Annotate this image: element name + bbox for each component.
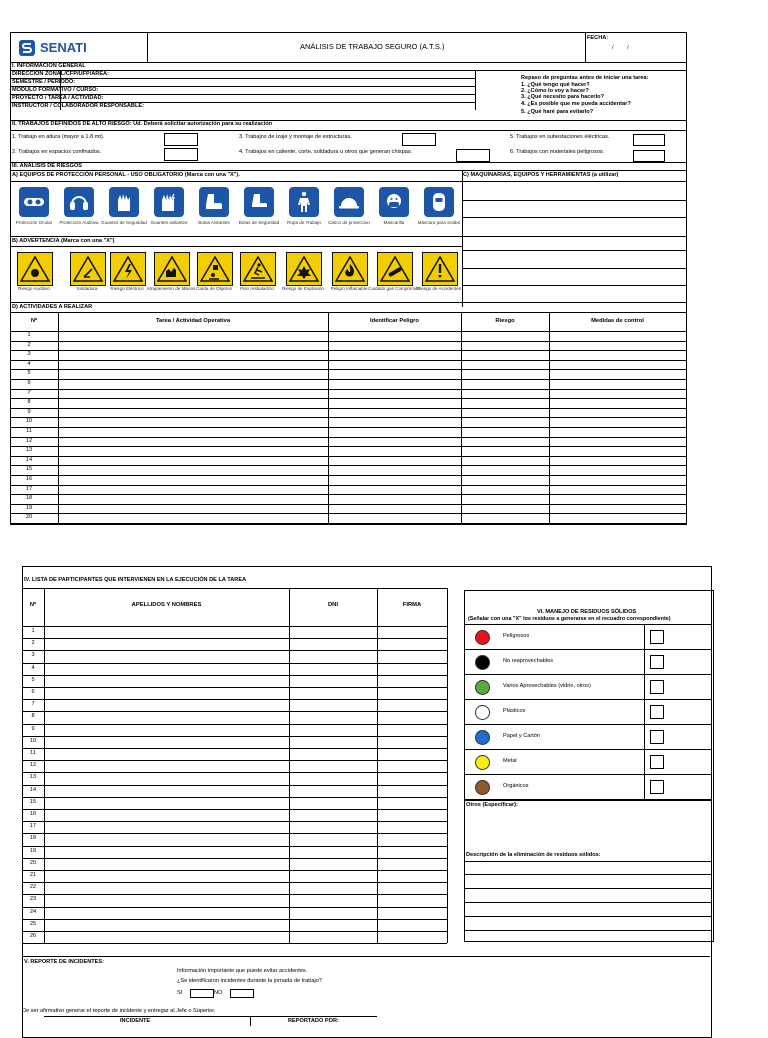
- table-row[interactable]: [22, 858, 447, 859]
- warning-tile-inflamable[interactable]: [329, 252, 369, 296]
- participant-row-number: 11: [30, 750, 36, 756]
- review-item-4: 4. ¿Es posible que me pueda accidentar?: [521, 101, 631, 107]
- warning-label: Caída de Objetos: [196, 286, 232, 291]
- machines-title: C) MAQUINARIAS, EQUIPOS Y HERRAMIENTAS (a utilizar): [463, 172, 619, 178]
- p-col-num: Nº: [29, 602, 37, 608]
- high-risk-item-3: 3. Trabajos de izaje y montaje de estructuras.: [239, 134, 352, 140]
- activity-row-number: 15: [25, 466, 33, 473]
- activity-row-number: 12: [25, 437, 33, 444]
- col-riesgo: Riesgo: [495, 318, 515, 324]
- table-row[interactable]: [22, 650, 447, 651]
- table-row[interactable]: [10, 446, 686, 447]
- activity-row-number: 17: [25, 485, 33, 492]
- warning-title: B) ADVERTENCIA (Marca con una "X"): [12, 238, 115, 244]
- activity-row-number: 14: [25, 456, 33, 463]
- waste-checkbox[interactable]: [650, 680, 664, 694]
- waste-color-dot: [475, 630, 490, 645]
- waste-color-dot: [475, 730, 490, 745]
- participant-row-number: 16: [29, 811, 37, 817]
- table-row[interactable]: [10, 494, 686, 495]
- activity-row-number: 9: [27, 408, 31, 415]
- activity-row-number: 6: [27, 380, 31, 386]
- epp-tile-guantes[interactable]: [101, 186, 147, 230]
- activity-row-number: 5: [27, 370, 31, 377]
- hand-trap-warning-icon: [155, 253, 189, 285]
- waste-label: Metal: [503, 758, 517, 764]
- flammable-warning-icon: [333, 253, 367, 285]
- warning-label: Cuidado gas Comprimido: [368, 286, 420, 291]
- participant-row-number: 15: [29, 798, 37, 805]
- epp-tile-mascara-soldar[interactable]: [419, 186, 459, 230]
- senati-logo-text: SENATI: [40, 40, 87, 55]
- table-row[interactable]: [22, 821, 447, 822]
- waste-checkbox[interactable]: [650, 780, 664, 794]
- review-item-3: 3. ¿Qué necesito para hacerlo?: [521, 94, 605, 100]
- epp-label: Guantes de Seguridad: [101, 220, 147, 225]
- p-col-firma: FIRMA: [402, 602, 422, 608]
- high-risk-item-4: 4. Trabajos en caliente, corte, soldadura u otros que generan chispas.: [239, 149, 413, 155]
- table-row[interactable]: [10, 504, 686, 505]
- table-row[interactable]: [22, 907, 447, 908]
- warning-label: Riesgo de Accidentes: [416, 286, 462, 291]
- activity-row-number: 1: [27, 332, 31, 338]
- participant-row-number: 26: [29, 933, 37, 939]
- welding-mask-icon: [427, 190, 451, 214]
- epp-label: Guantes aislantes: [150, 220, 188, 225]
- mask-icon: [382, 190, 406, 214]
- incident-info-line-1: Información importante que puede evitar accidentes.: [177, 968, 308, 974]
- table-row[interactable]: [22, 711, 447, 712]
- warning-tile-explosion[interactable]: [283, 252, 323, 296]
- activity-row-number: 7: [27, 389, 31, 396]
- table-row[interactable]: [10, 465, 686, 466]
- warning-label: Riesgo Eléctrico: [110, 286, 144, 291]
- table-row[interactable]: [22, 736, 447, 737]
- welding-warning-icon: [71, 253, 105, 285]
- table-row[interactable]: [10, 379, 686, 380]
- waste-description-label: Descripción de la eliminación de residuos sólidos:: [466, 852, 601, 858]
- table-row[interactable]: [22, 760, 447, 761]
- high-risk-checkbox-3[interactable]: [402, 133, 436, 146]
- field-proyecto[interactable]: PROYECTO / TAREA / ACTIVIDAD:: [12, 95, 104, 101]
- activity-row-number: 13: [25, 447, 33, 454]
- helmet-icon: [337, 190, 361, 214]
- section-2-title: II. TRABAJOS DEFINIDOS DE ALTO RIESGO: Ud. Deberá solicitar autorización para su realización: [12, 121, 273, 127]
- participant-row-number: 20: [29, 859, 37, 866]
- table-row[interactable]: [10, 513, 686, 514]
- goggles-icon: [22, 190, 46, 214]
- warning-tile-electrico[interactable]: [107, 252, 147, 296]
- warning-label: Soldadura: [76, 286, 98, 291]
- epp-tile-ropa[interactable]: [284, 186, 324, 230]
- participant-row-number: 3: [31, 652, 35, 659]
- high-risk-item-6: 6. Trabajos con materiales peligrosos.: [510, 149, 605, 155]
- high-risk-checkbox-1[interactable]: [164, 133, 198, 146]
- table-row[interactable]: [10, 408, 686, 409]
- epp-label: Botas Aislantes: [198, 220, 230, 225]
- slippery-floor-icon: [241, 253, 275, 285]
- section-3-title: III. ANÁLISIS DE RIESGOS: [12, 163, 83, 169]
- review-item-5: 5. ¿Qué haré para evitarlo?: [521, 109, 594, 115]
- work-clothes-icon: [292, 190, 316, 214]
- waste-label: Varios Aprovechables (vidrio, otros): [503, 683, 591, 689]
- section-6-title: VI. MANEJO DE RESIDUOS SÓLIDOS: [537, 609, 637, 615]
- incident-col-incidente: INCIDENTE: [120, 1018, 151, 1024]
- participant-row-number: 12: [29, 762, 37, 769]
- warning-label: Atrapamiento de Manos: [146, 286, 196, 291]
- electric-warning-icon: [111, 253, 145, 285]
- safety-boots-icon: [247, 190, 271, 214]
- table-row[interactable]: [10, 485, 686, 486]
- warning-label: Riesgo de Explosión: [282, 286, 324, 291]
- epp-tile-casco[interactable]: [329, 186, 369, 230]
- epp-label: Ropa de Trabajo: [287, 220, 321, 225]
- falling-objects-icon: [198, 253, 232, 285]
- table-row[interactable]: [10, 475, 686, 476]
- table-row[interactable]: [10, 360, 686, 361]
- participant-row-number: 22: [29, 884, 37, 891]
- incident-info-line-2: ¿Se identificaron incidentes durante la jornada de trabajo?: [177, 978, 322, 984]
- waste-checkbox[interactable]: [650, 705, 664, 719]
- insulating-boots-icon: [202, 190, 226, 214]
- epp-tile-mascarilla[interactable]: [374, 186, 414, 230]
- table-row[interactable]: [22, 797, 447, 798]
- warning-tile-piso[interactable]: [237, 252, 277, 296]
- review-title: Repaso de preguntas antes de iniciar una tarea:: [521, 75, 649, 81]
- table-row[interactable]: [22, 663, 447, 664]
- participant-row-number: 7: [31, 701, 35, 708]
- field-semestre[interactable]: SEMESTRE / PERIODO:: [12, 79, 76, 85]
- waste-color-dot: [475, 680, 490, 695]
- participant-row-number: 19: [29, 847, 37, 854]
- participant-row-number: 17: [29, 823, 37, 830]
- participant-row-number: 25: [29, 920, 37, 927]
- table-row[interactable]: [22, 882, 447, 883]
- section-6-subtitle: (Señalar con una "X" los residuos a generarse en el recuadro correspondiente): [468, 616, 671, 622]
- table-row[interactable]: [22, 638, 447, 639]
- activity-row-number: 2: [27, 341, 31, 348]
- fecha-label: FECHA:: [587, 35, 609, 41]
- incident-footer-note: De ser afirmativo generar el reporte de incidente y entregar al Jefe o Superior.: [22, 1008, 216, 1014]
- table-row[interactable]: [22, 772, 447, 773]
- waste-checkbox[interactable]: [650, 730, 664, 744]
- activity-row-number: 19: [25, 504, 33, 511]
- waste-label: No reaprovechables: [503, 658, 554, 664]
- table-row[interactable]: [10, 427, 686, 428]
- warning-tile-accidentes[interactable]: [416, 252, 462, 296]
- table-row[interactable]: [10, 437, 686, 438]
- participant-row-number: 2: [31, 640, 35, 647]
- participant-row-number: 24: [29, 908, 37, 915]
- activity-row-number: 8: [27, 399, 31, 406]
- waste-label: Orgánicos: [503, 783, 529, 789]
- section-1-title: I. INFORMACIÓN GENERAL: [12, 63, 86, 69]
- epp-tile-botas-aislantes[interactable]: [194, 186, 234, 230]
- senati-logo-icon: [18, 39, 36, 57]
- high-risk-checkbox-6[interactable]: [633, 150, 665, 162]
- table-row[interactable]: [10, 341, 686, 342]
- waste-panel: [464, 590, 714, 942]
- epp-label: Mascarilla: [383, 220, 405, 225]
- table-row[interactable]: [10, 389, 686, 390]
- activity-row-number: 10: [25, 418, 33, 425]
- insulating-gloves-icon: [157, 190, 181, 214]
- compressed-gas-icon: [378, 253, 412, 285]
- participant-row-number: 21: [29, 872, 37, 878]
- form-title: ANÁLISIS DE TRABAJO SEGURO (A.T.S.): [300, 42, 445, 51]
- table-row[interactable]: [22, 699, 447, 700]
- table-row[interactable]: [22, 943, 447, 944]
- ear-protection-icon: [67, 190, 91, 214]
- review-item-1: 1. ¿Qué tengo qué hacer?: [521, 82, 590, 88]
- table-row[interactable]: [22, 931, 447, 932]
- section-5-title: V. REPORTE DE INCIDENTES:: [24, 959, 104, 965]
- gloves-icon: [112, 190, 136, 214]
- participant-row-number: 4: [31, 664, 35, 671]
- waste-other-label: Otros (Especificar):: [466, 802, 518, 808]
- participant-row-number: 1: [31, 628, 35, 634]
- activities-title: D) ACTIVIDADES A REALIZAR: [12, 304, 93, 310]
- field-instructor[interactable]: INSTRUCTOR / COLABORADOR RESPONSABLE:: [12, 103, 144, 109]
- activity-row-number: 20: [25, 514, 33, 521]
- epp-label: Casco de proteccion: [328, 220, 370, 225]
- activity-row-number: 3: [27, 351, 31, 358]
- table-row[interactable]: [22, 919, 447, 920]
- table-row[interactable]: [10, 456, 686, 457]
- incident-no-label: NO: [214, 990, 223, 996]
- warning-tile-caida[interactable]: [194, 252, 234, 296]
- table-row[interactable]: [22, 894, 447, 895]
- activity-row-number: 11: [26, 428, 32, 434]
- table-row[interactable]: [22, 687, 447, 688]
- activity-row-number: 18: [25, 495, 33, 502]
- participant-row-number: 6: [31, 689, 35, 695]
- epp-tile-botas-seguridad[interactable]: [239, 186, 279, 230]
- review-item-2: 2. ¿Cómo lo voy a hacer?: [521, 88, 589, 94]
- table-row[interactable]: [22, 724, 447, 725]
- field-modulo[interactable]: MÓDULO FORMATIVO / CURSO:: [12, 87, 99, 93]
- waste-label: Peligrosos: [503, 633, 530, 639]
- table-row[interactable]: [10, 369, 686, 370]
- fecha-value[interactable]: / /: [612, 45, 629, 51]
- waste-color-dot: [475, 705, 490, 720]
- participant-row-number: 13: [29, 774, 37, 781]
- participant-row-number: 9: [31, 725, 35, 732]
- col-peligro: Identificar Peligro: [370, 318, 419, 324]
- epp-tile-ocular[interactable]: [14, 186, 54, 230]
- table-row[interactable]: [10, 350, 686, 351]
- participant-row-number: 5: [31, 676, 35, 683]
- participant-row-number: 8: [31, 713, 35, 720]
- table-row[interactable]: [22, 833, 447, 834]
- incident-col-reportado: REPORTADO POR:: [288, 1018, 339, 1024]
- incident-yes-label: SI: [177, 990, 183, 996]
- table-row[interactable]: [22, 748, 447, 749]
- col-num: Nº: [30, 318, 38, 324]
- accident-warning-icon: [423, 253, 457, 285]
- waste-checkbox[interactable]: [650, 630, 664, 644]
- participant-row-number: 14: [29, 786, 37, 793]
- participant-row-number: 23: [29, 896, 37, 903]
- field-direccion-zonal[interactable]: DIRECCIÓN ZONAL/CFP/UFP/ÁREA:: [12, 71, 109, 77]
- waste-label: Plásticos: [503, 708, 526, 714]
- explosion-warning-icon: [287, 253, 321, 285]
- table-row[interactable]: [22, 675, 447, 676]
- epp-tile-auditiva[interactable]: [59, 186, 99, 230]
- participant-row-number: 18: [29, 835, 37, 842]
- high-risk-item-1: 1. Trabajo en altura (mayor a 1.8 mt).: [12, 134, 105, 140]
- epp-title: A) EQUIPOS DE PROTECCIÓN PERSONAL - USO OBLIGATORIO (Marca con una "X").: [12, 172, 240, 178]
- waste-color-dot: [475, 655, 490, 670]
- warning-tile-gas[interactable]: [368, 252, 420, 296]
- high-risk-checkbox-5[interactable]: [633, 134, 665, 146]
- table-row[interactable]: [10, 398, 686, 399]
- table-row[interactable]: [10, 523, 686, 524]
- p-col-names: APELLIDOS Y NOMBRES: [131, 602, 202, 608]
- table-row[interactable]: [22, 846, 447, 847]
- waste-color-dot: [475, 780, 490, 795]
- epp-label: Protección Auditiva: [59, 220, 99, 225]
- table-row[interactable]: [22, 785, 447, 786]
- warning-label: Riesgo Auditivo: [18, 286, 50, 291]
- epp-label: Botas de Seguridad: [238, 220, 280, 225]
- warning-tile-atrapamiento[interactable]: [146, 252, 196, 296]
- waste-color-dot: [475, 755, 490, 770]
- participant-row-number: 10: [29, 737, 37, 744]
- high-risk-item-5: 5. Trabajos en subestaciones eléctricas.: [510, 134, 610, 140]
- epp-label: Protección Ocular: [15, 220, 53, 225]
- activity-row-number: 16: [25, 476, 33, 482]
- p-col-dni: DNI: [328, 602, 338, 608]
- warning-tile-auditivo[interactable]: [14, 252, 54, 296]
- epp-label: Máscara para Soldar: [417, 220, 461, 225]
- incident-no-checkbox[interactable]: [230, 989, 254, 998]
- epp-tile-guantes-aislantes[interactable]: [149, 186, 189, 230]
- noise-warning-icon: [18, 253, 52, 285]
- warning-label: Piso resbaladizo: [240, 286, 274, 291]
- senati-logo: [18, 38, 128, 58]
- high-risk-checkbox-4[interactable]: [456, 149, 490, 162]
- waste-checkbox[interactable]: [650, 655, 664, 669]
- incident-yes-checkbox[interactable]: [190, 989, 214, 998]
- waste-checkbox[interactable]: [650, 755, 664, 769]
- col-tarea: Tarea / Actividad Operativa: [155, 318, 231, 324]
- table-row[interactable]: [22, 870, 447, 871]
- section-4-title: IV. LISTA DE PARTICIPANTES QUE INTERVIENEN EN LA EJECUCIÓN DE LA TAREA: [24, 577, 247, 583]
- high-risk-item-2: 2. Trabajos en espacios confinados.: [12, 149, 102, 155]
- table-row[interactable]: [10, 417, 686, 418]
- table-row[interactable]: [22, 809, 447, 810]
- waste-label: Papel y Cartón: [503, 733, 541, 739]
- high-risk-checkbox-2[interactable]: [164, 148, 198, 161]
- warning-label: Peligro Inflamable: [330, 286, 368, 291]
- activity-row-number: 4: [27, 360, 31, 367]
- col-medidas: Medidas de control: [591, 318, 644, 324]
